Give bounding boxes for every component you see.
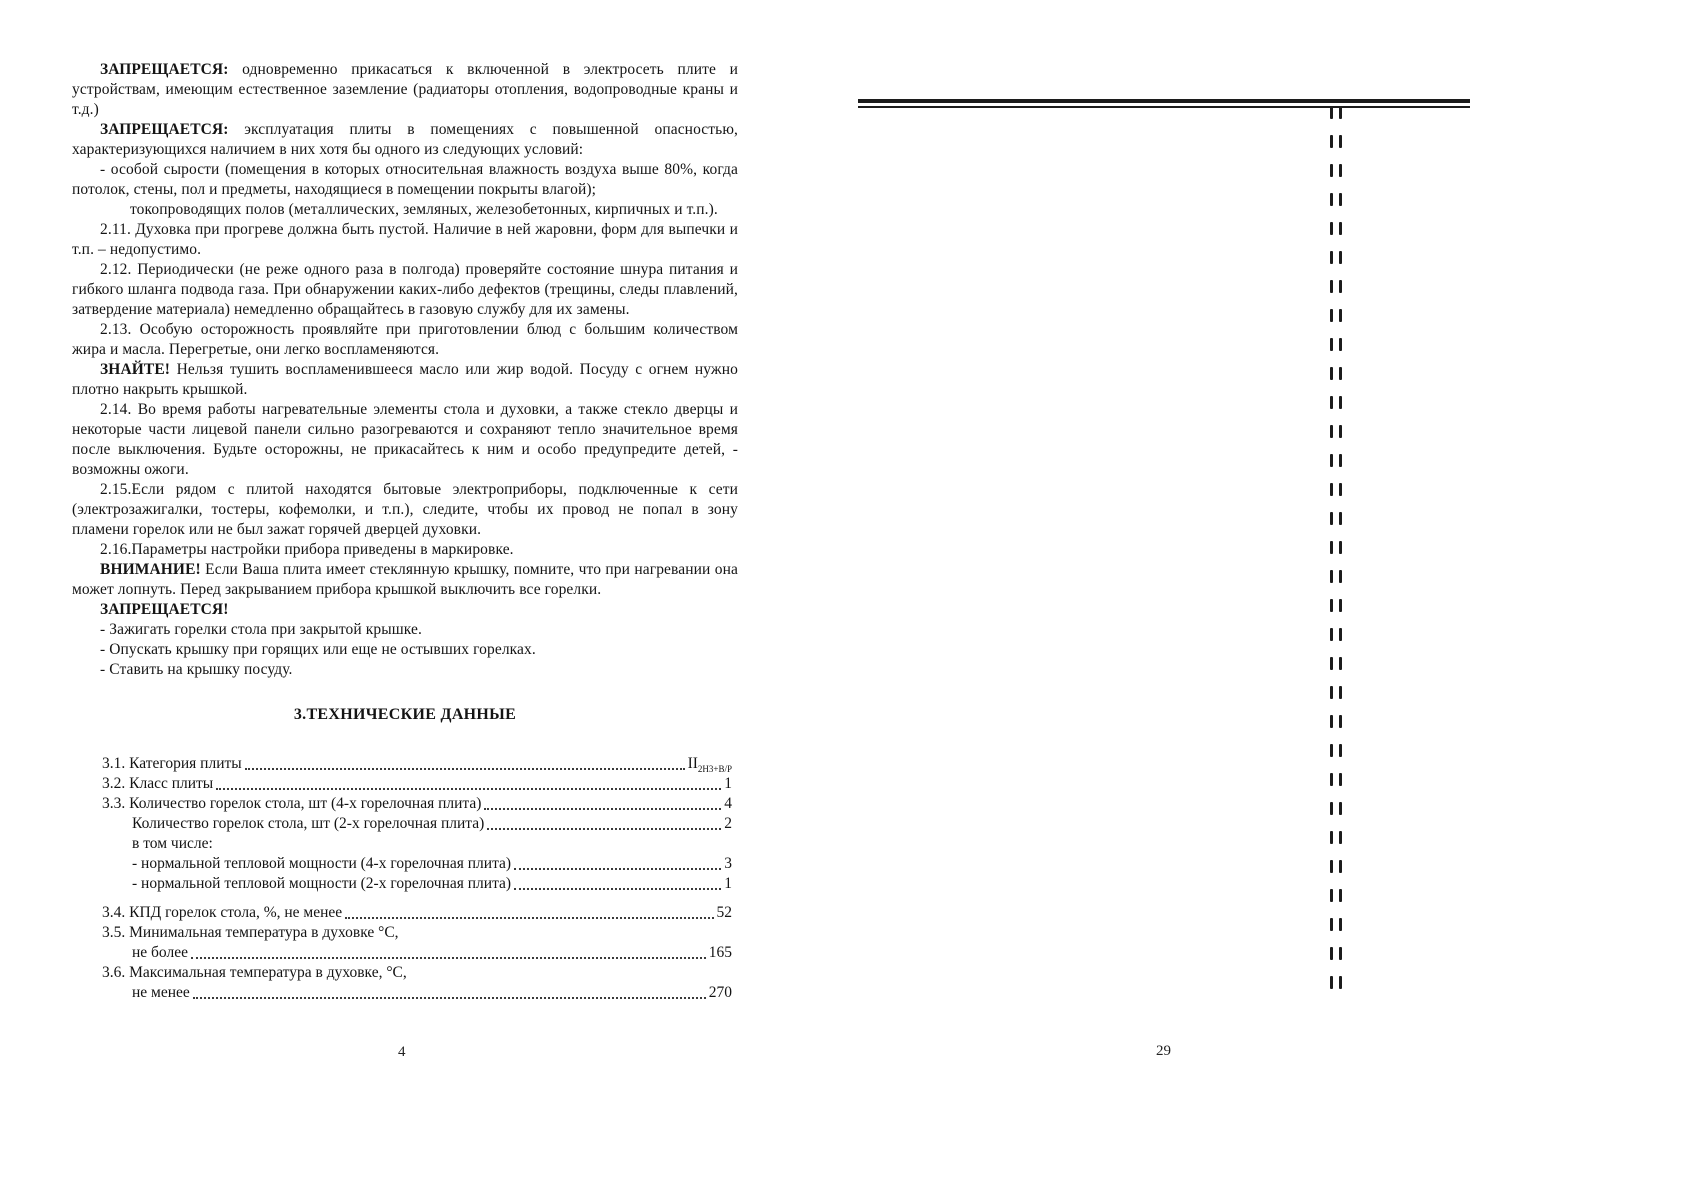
- tick-mark: [1330, 686, 1342, 699]
- spec-value: 3: [724, 855, 732, 872]
- tick-mark: [1330, 367, 1342, 380]
- spec-value-subscript: 2Н3+В/Р: [697, 764, 732, 775]
- double-rule-line: [858, 99, 1470, 108]
- spec-value: 2: [724, 815, 732, 832]
- dotted-leader: [487, 828, 721, 830]
- spec-value: $II_{2Н3+В/Р}$: [687, 755, 732, 775]
- spec-line: [102, 854, 732, 874]
- paragraph-list: [72, 60, 738, 680]
- tick-mark: [1330, 657, 1342, 670]
- tick-mark: [1330, 425, 1342, 438]
- spec-label: в том числе:: [132, 835, 213, 852]
- tick-mark: [1330, 251, 1342, 264]
- paragraph: ВНИМАНИЕ! Если Ваша плита имеет стеклянную крышку, помните, что при нагревании она может лопнуть. Перед закрыванием прибора крышкой выключить все горелки.: [72, 561, 738, 598]
- tick-mark: [1330, 106, 1342, 119]
- paragraph-bold-lead: ЗАПРЕЩАЕТСЯ:: [100, 121, 229, 138]
- spec-value: 1: [724, 875, 732, 892]
- spec-line: [102, 814, 732, 834]
- spec-line: [102, 774, 732, 794]
- spec-label: 3.1. Категория плиты: [102, 755, 242, 772]
- spec-value: 1: [724, 775, 732, 792]
- tick-mark: [1330, 164, 1342, 177]
- spec-line: [102, 794, 732, 814]
- tick-mark: [1330, 744, 1342, 757]
- tick-mark: [1330, 599, 1342, 612]
- paragraph: - Ставить на крышку посуду.: [100, 661, 293, 678]
- paragraph: ЗАПРЕЩАЕТСЯ: эксплуатация плиты в помещениях с повышенной опасностью, характеризующихся наличием в них хотя бы одного из следующих условий:: [72, 121, 738, 158]
- spec-label: - нормальной тепловой мощности (2-х горелочная плита): [132, 875, 512, 892]
- dotted-leader: [484, 808, 721, 810]
- paragraph: 2.13. Особую осторожность проявляйте при приготовлении блюд с большим количеством жира и масла. Перегретые, они легко воспламеняются.: [72, 321, 738, 358]
- spec-label: 3.2. Класс плиты: [102, 775, 214, 792]
- paragraph: - Зажигать горелки стола при закрытой крышке.: [100, 621, 422, 638]
- tick-mark: [1330, 976, 1342, 989]
- paragraph: ЗАПРЕЩАЕТСЯ: одновременно прикасаться к включенной в электросеть плите и устройствам, имеющим естественное заземление (радиаторы отопления, водопроводные краны и т.д.): [72, 61, 738, 118]
- spec-label: Количество горелок стола, шт (2-х горелочная плита): [132, 815, 485, 832]
- dotted-leader: [514, 888, 721, 890]
- spec-value: 52: [716, 904, 732, 921]
- spec-label: 3.4. КПД горелок стола, %, не менее: [102, 904, 343, 921]
- spec-value: 270: [708, 984, 732, 1001]
- tick-mark: [1330, 338, 1342, 351]
- paragraph-bold-lead: ВНИМАНИЕ!: [100, 561, 201, 578]
- paragraph: ЗНАЙТЕ! Нельзя тушить воспламенившееся масло или жир водой. Посуду с огнем нужно плотно накрыть крышкой.: [72, 361, 738, 398]
- paragraph: 2.11. Духовка при прогреве должна быть пустой. Наличие в ней жаровни, форм для выпечки и т.п. – недопустимо.: [72, 221, 738, 258]
- spec-value: 4: [724, 795, 732, 812]
- tick-mark: [1330, 628, 1342, 641]
- tick-mark: [1330, 396, 1342, 409]
- tick-mark: [1330, 947, 1342, 960]
- spec-line: [102, 874, 732, 894]
- tick-mark: [1330, 773, 1342, 786]
- tick-mark: [1330, 222, 1342, 235]
- binding-ticks: [1330, 106, 1342, 989]
- paragraph: - особой сырости (помещения в которых относительная влажность воздуха выше 80%, когда потолок, стены, пол и предметы, находящиеся в помещении покрыты влагой);: [72, 161, 738, 198]
- tick-mark: [1330, 280, 1342, 293]
- tick-mark: [1330, 860, 1342, 873]
- paragraph: токопроводящих полов (металлических, земляных, железобетонных, кирпичных и т.п.).: [130, 201, 718, 218]
- tick-mark: [1330, 309, 1342, 322]
- tick-mark: [1330, 135, 1342, 148]
- spec-line: [102, 963, 732, 983]
- paragraph: 2.14. Во время работы нагревательные элементы стола и духовки, а также стекло дверцы и некоторые части лицевой панели сильно разогреваются и сохраняют тепло значительное время после выключения. Будьте осторожны, не прикасайтесь к ним и особо предупредите детей, - возможны ожоги.: [72, 401, 738, 478]
- tick-mark: [1330, 918, 1342, 931]
- spec-value: 165: [708, 944, 732, 961]
- paragraph: 2.15.Если рядом с плитой находятся бытовые электроприборы, подключенные к сети (электрозажигалки, тостеры, кофемолки, и т.п.), следите, чтобы их провод не попал в зону пламени горелок или не был зажат горячей дверцей духовки.: [72, 481, 738, 538]
- dotted-leader: [245, 768, 685, 770]
- paragraph: [72, 600, 738, 620]
- tick-mark: [1330, 889, 1342, 902]
- dotted-leader: [216, 788, 721, 790]
- section-heading: 3.ТЕХНИЧЕСКИЕ ДАННЫЕ: [293, 706, 517, 723]
- paragraph: 2.12. Периодически (не реже одного раза в полгода) проверяйте состояние шнура питания и гибкого шланга подвода газа. При обнаружении каких-либо дефектов (трещины, следы плавлений, затвердение материала) немедленно обращайтесь в газовую службу для их замены.: [72, 261, 738, 318]
- spec-list: [72, 754, 738, 1003]
- tick-mark: [1330, 570, 1342, 583]
- paragraph-bold-lead: ЗАПРЕЩАЕТСЯ!: [100, 601, 229, 618]
- tick-mark: [1330, 483, 1342, 496]
- spec-label: 3.5. Минимальная температура в духовке °С,: [102, 924, 399, 941]
- spec-label: 3.3. Количество горелок стола, шт (4-х горелочная плита): [102, 795, 482, 812]
- spec-line: [102, 834, 732, 854]
- spec-line: [102, 943, 732, 963]
- right-page-number: 29: [1156, 1043, 1171, 1059]
- spec-line: [102, 903, 732, 923]
- spec-label: не менее: [132, 984, 190, 1001]
- spec-line: [102, 983, 732, 1003]
- tick-mark: [1330, 454, 1342, 467]
- paragraph: 2.16.Параметры настройки прибора приведены в маркировке.: [100, 541, 514, 558]
- tick-mark: [1330, 193, 1342, 206]
- paragraph-bold-lead: ЗНАЙТЕ!: [100, 361, 171, 378]
- spec-label: - нормальной тепловой мощности (4-х горелочная плита): [132, 855, 512, 872]
- spec-label: 3.6. Максимальная температура в духовке, °С,: [102, 964, 407, 981]
- spec-label: не более: [132, 944, 188, 961]
- dotted-leader: [345, 917, 713, 919]
- spec-line: [102, 923, 732, 943]
- left-page-number: 4: [398, 1044, 406, 1060]
- paragraph-bold-lead: ЗАПРЕЩАЕТСЯ:: [100, 61, 229, 78]
- tick-mark: [1330, 512, 1342, 525]
- dotted-leader: [514, 868, 721, 870]
- tick-mark: [1330, 831, 1342, 844]
- tick-mark: [1330, 715, 1342, 728]
- dotted-leader: [193, 997, 706, 999]
- left-page: [72, 60, 738, 1003]
- tick-mark: [1330, 541, 1342, 554]
- dotted-leader: [191, 957, 706, 959]
- tick-mark: [1330, 802, 1342, 815]
- spec-line: [102, 754, 732, 774]
- paragraph: - Опускать крышку при горящих или еще не остывших горелках.: [100, 641, 536, 658]
